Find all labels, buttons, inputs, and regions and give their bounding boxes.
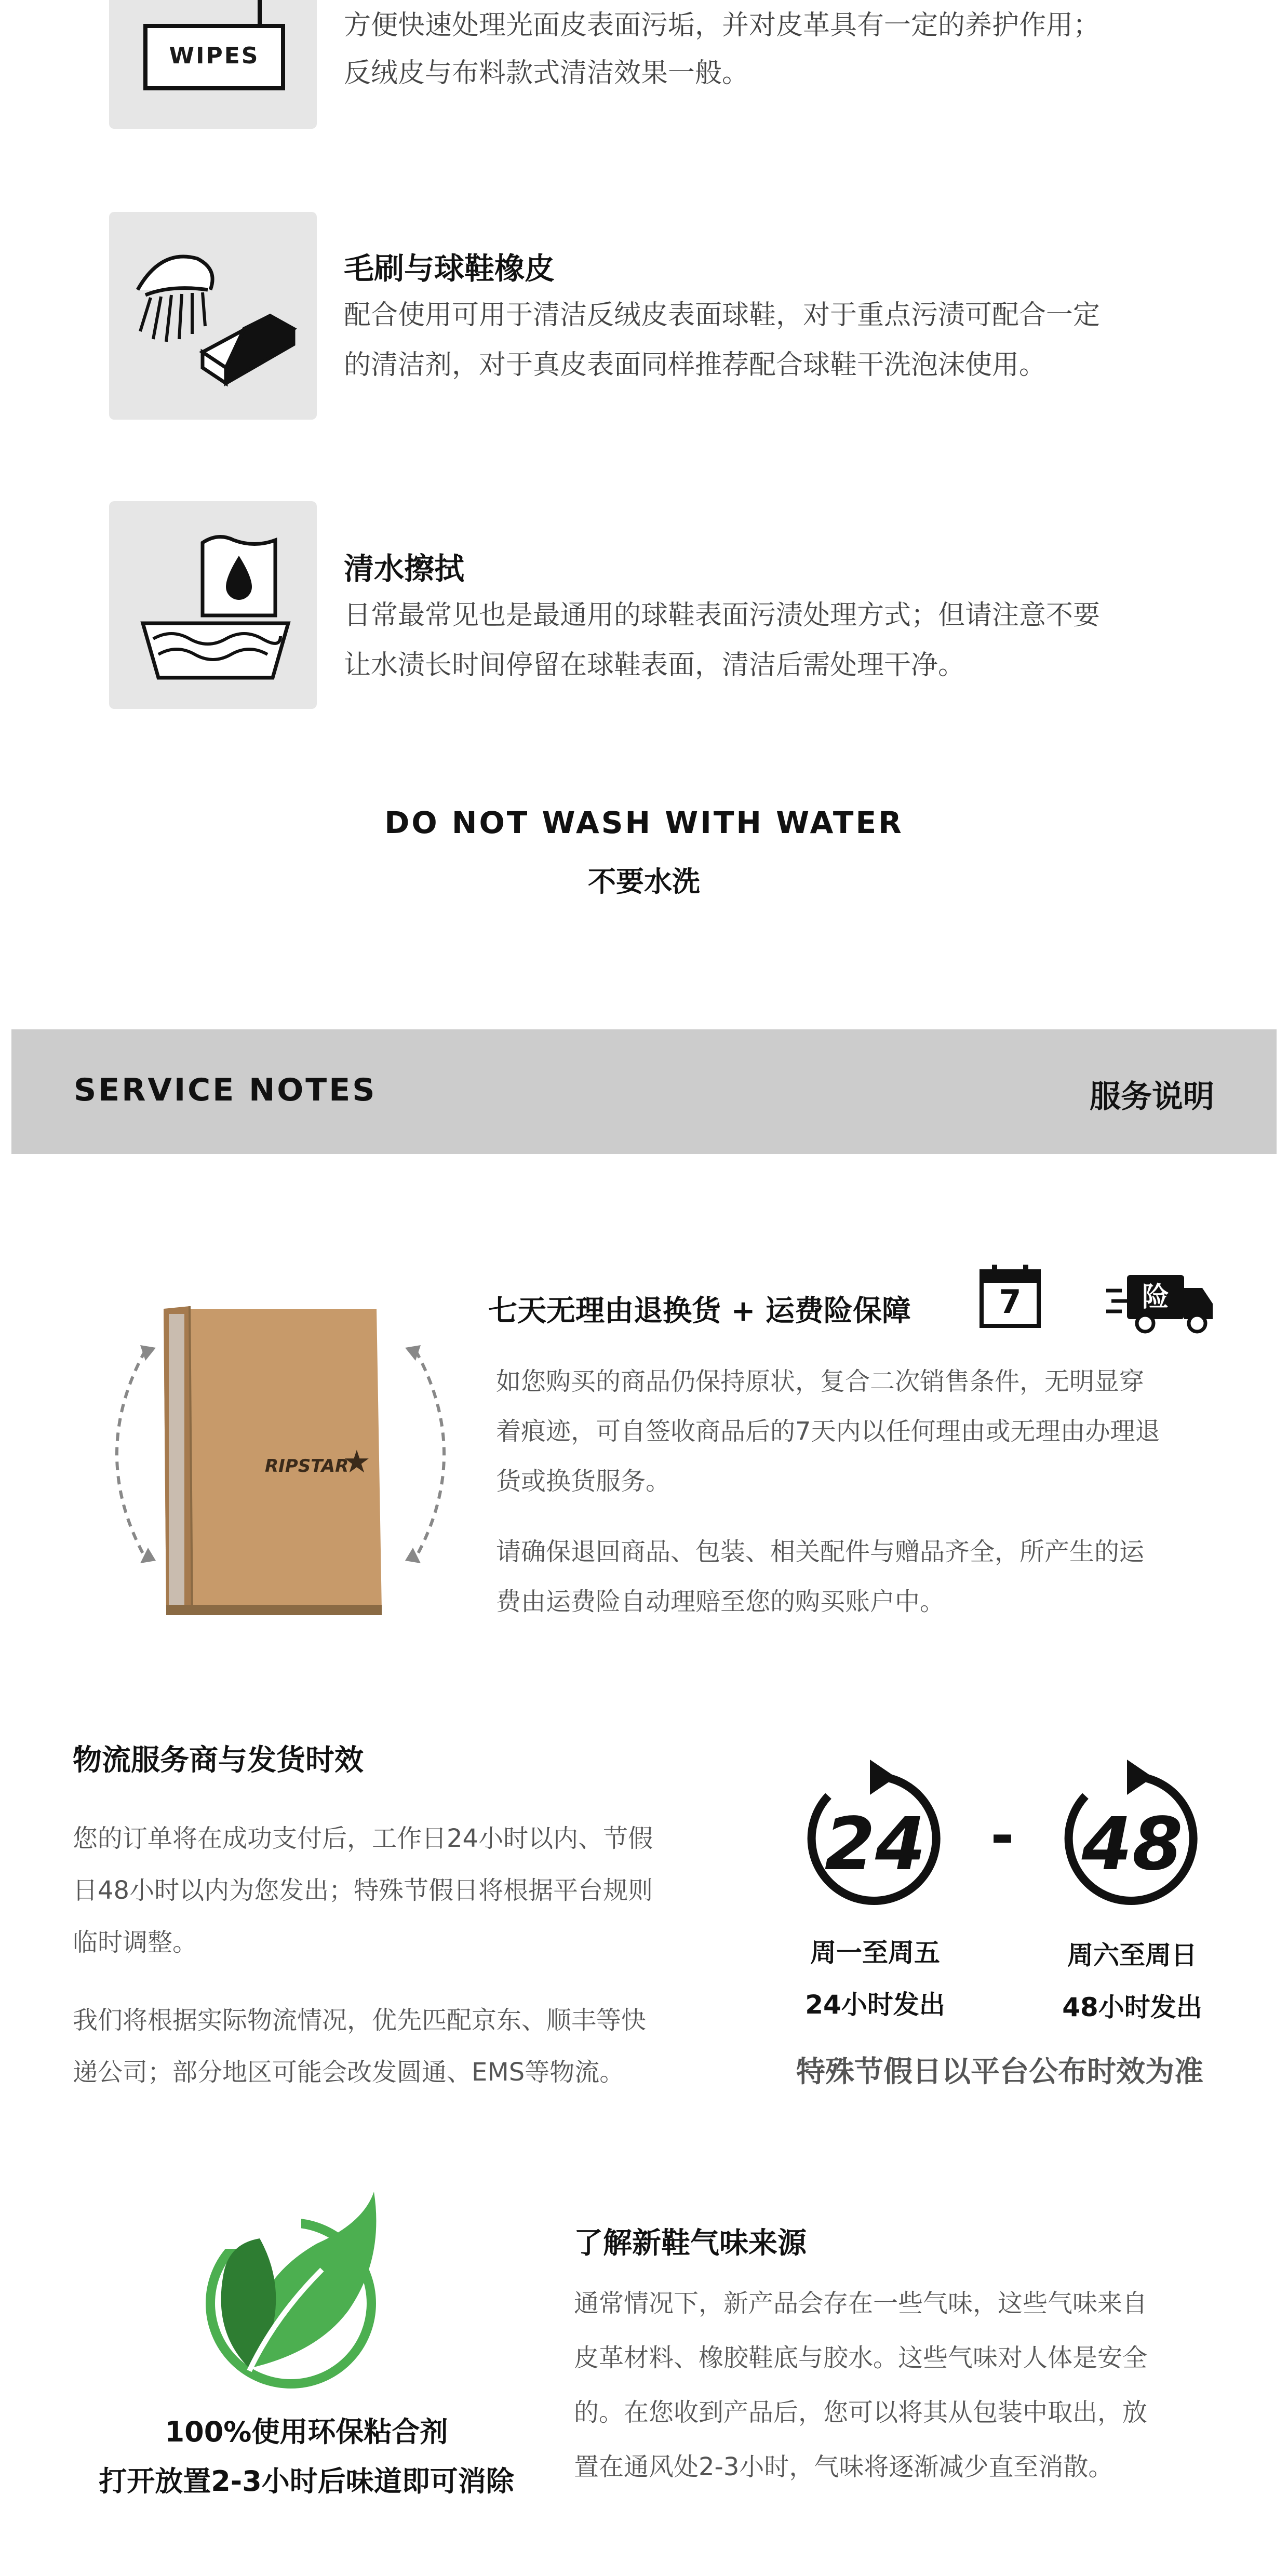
odor-line-1: 通常情况下，新产品会存在一些气味，这些气味来自 [574, 2289, 1148, 2318]
care-item-3-title: 清水擦拭 [344, 551, 465, 586]
odor-caption-2: 打开放置2-3小时后味道即可消除 [99, 2465, 514, 2498]
returns-para1-line-1: 如您购买的商品仍保持原状，复合二次销售条件，无明显穿 [496, 1367, 1145, 1396]
warning-cn: 不要水洗 [588, 865, 700, 898]
care-item-1-line-2: 反绒皮与布料款式清洁效果一般。 [344, 58, 749, 89]
truck-label: 险 [1142, 1282, 1169, 1313]
logistics-title: 物流服务商与发货时效 [73, 1743, 364, 1777]
care-item-3-line-2: 让水渍长时间停留在球鞋表面，清洁后需处理干净。 [344, 650, 965, 681]
calendar-number: 7 [999, 1283, 1022, 1321]
care-item-1-line-1: 方便快速处理光面皮表面污垢，并对皮革具有一定的养护作用； [344, 10, 1101, 41]
care-item-3-line-1: 日常最常见也是最通用的球鞋表面污渍处理方式；但请注意不要 [344, 600, 1101, 631]
banner-title-cn: 服务说明 [1090, 1079, 1214, 1115]
badge-24-line-2: 24小时发出 [805, 1990, 945, 2020]
badge-24-line-1: 周一至周五 [810, 1938, 940, 1968]
odor-title: 了解新鞋气味来源 [574, 2226, 807, 2260]
leaf-icon [192, 2181, 410, 2399]
box-star-icon: ★ [343, 1444, 371, 1480]
banner-title-en: SERVICE NOTES [74, 1072, 377, 1108]
logistics-para1-line-2: 日48小时以内为您发出；特殊节假日将根据平台规则 [73, 1876, 653, 1905]
service-notes-banner [11, 1029, 1277, 1154]
odor-caption-1: 100%使用环保粘合剂 [165, 2416, 448, 2448]
odor-line-3: 的。在您收到产品后，您可以将其从包装中取出，放 [574, 2398, 1148, 2427]
wipes-icon-box [109, 0, 317, 129]
brush-eraser-icon [109, 212, 317, 420]
logistics-para1-line-3: 临时调整。 [73, 1928, 198, 1957]
brush-eraser-icon-box [109, 212, 317, 420]
returns-para2-line-2: 费由运费险自动理赔至您的购买账户中。 [496, 1587, 945, 1616]
odor-line-2: 皮革材料、橡胶鞋底与胶水。这些气味对人体是安全 [574, 2343, 1148, 2372]
returns-title: 七天无理由退换货 + 运费险保障 [488, 1294, 911, 1328]
wipes-icon-label: WIPES [169, 43, 260, 69]
returns-para2-line-1: 请确保退回商品、包装、相关配件与赠品齐全，所产生的运 [496, 1537, 1145, 1566]
returns-para1-line-2: 着痕迹，可自签收商品后的7天内以任何理由或无理由办理退 [496, 1417, 1160, 1446]
logistics-para2-line-1: 我们将根据实际物流情况，优先匹配京东、顺丰等快 [73, 2006, 647, 2035]
returns-para1-line-3: 货或换货服务。 [496, 1467, 671, 1496]
warning-en: DO NOT WASH WITH WATER [384, 805, 904, 840]
box-brand-label: RIPSTAR [265, 1456, 349, 1477]
badge-48-line-1: 周六至周日 [1067, 1940, 1197, 1970]
badge-24-number: 24 [824, 1802, 926, 1887]
badge-48-number: 48 [1081, 1802, 1183, 1887]
badge-48-line-2: 48小时发出 [1062, 1992, 1202, 2022]
logistics-para2-line-2: 递公司；部分地区可能会改发圆通、EMS等物流。 [73, 2058, 625, 2087]
badge-dash: - [990, 1802, 1014, 1869]
water-basin-icon [109, 501, 317, 709]
care-item-2-title: 毛刷与球鞋橡皮 [344, 251, 555, 286]
holiday-note: 特殊节假日以平台公布时效为准 [796, 2055, 1203, 2089]
care-item-2-line-1: 配合使用可用于清洁反绒皮表面球鞋，对于重点污渍可配合一定 [344, 300, 1101, 331]
odor-line-4: 置在通风处2-3小时，气味将逐渐减少直至消散。 [574, 2452, 1113, 2481]
water-basin-icon-box [109, 501, 317, 709]
logistics-para1-line-1: 您的订单将在成功支付后，工作日24小时以内、节假 [73, 1824, 653, 1853]
care-item-2-line-2: 的清洁剂，对于真皮表面同样推荐配合球鞋干洗泡沫使用。 [344, 350, 1046, 381]
